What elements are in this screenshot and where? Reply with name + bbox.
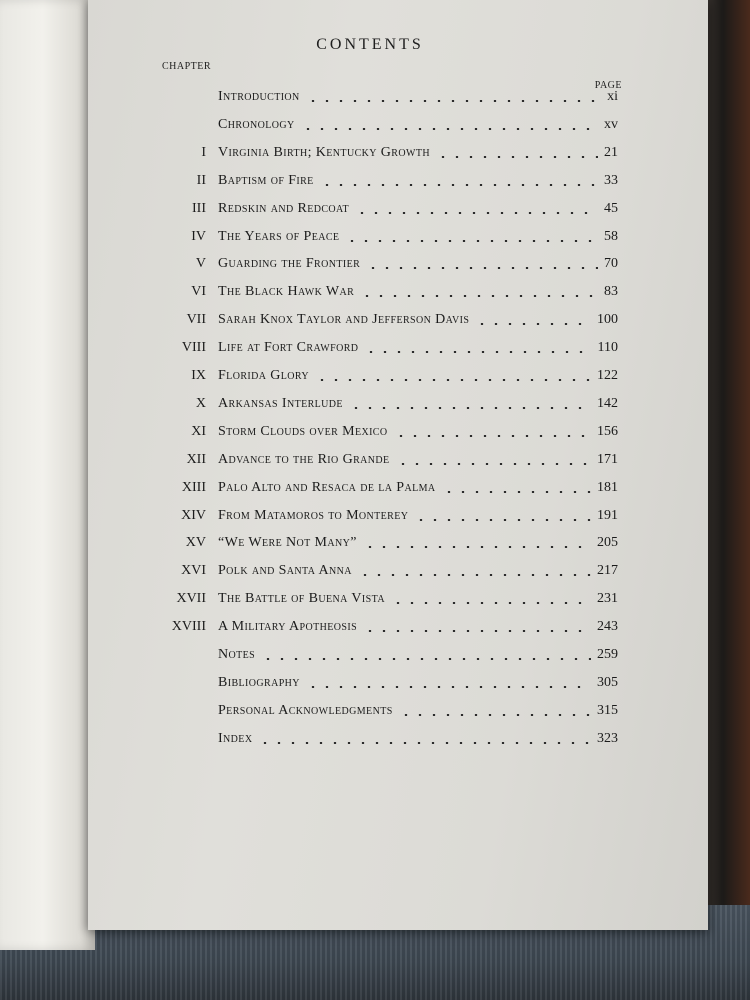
dot-leader (399, 714, 591, 716)
chapter-title: The Black Hawk War (218, 284, 355, 300)
dot-leader (306, 686, 591, 688)
dot-leader (442, 491, 592, 493)
page-number: 231 (597, 591, 618, 607)
dot-leader (345, 240, 598, 242)
page-number: 205 (597, 535, 618, 551)
page-number: 315 (597, 702, 618, 718)
page-number: 70 (604, 256, 618, 272)
toc-entry (160, 280, 618, 304)
page-number: 142 (597, 395, 618, 411)
toc-entry (160, 476, 618, 500)
dot-leader (355, 212, 598, 214)
chapter-number: VII (186, 312, 206, 328)
dot-leader (258, 742, 591, 744)
page-number: 33 (604, 172, 618, 188)
toc-entry (160, 336, 618, 360)
toc-entry (160, 504, 618, 528)
toc-entry (160, 252, 618, 276)
chapter-number: XVII (176, 591, 206, 607)
page-number: 323 (597, 730, 618, 746)
dot-leader (363, 546, 591, 548)
chapter-title: Sarah Knox Taylor and Jefferson Davis (218, 312, 470, 328)
chapter-title: Guarding the Frontier (218, 256, 361, 272)
chapter-title: Storm Clouds over Mexico (218, 423, 388, 439)
chapter-title: Advance to the Rio Grande (218, 451, 390, 467)
dot-leader (366, 267, 598, 269)
dot-leader (261, 658, 591, 660)
dot-leader (315, 379, 591, 381)
chapter-number: IV (191, 228, 206, 244)
page-number: 58 (604, 228, 618, 244)
dot-leader (396, 463, 591, 465)
page-number: 259 (597, 647, 618, 662)
toc-entry (160, 587, 618, 611)
toc-entry (160, 615, 618, 639)
chapter-title: Chronology (218, 116, 295, 132)
toc-entry (160, 113, 618, 137)
page-number: 156 (597, 423, 618, 439)
chapter-title: Florida Glory (218, 368, 310, 383)
chapter-title: Palo Alto and Resaca de la Palma (218, 479, 436, 495)
chapter-number: I (201, 144, 206, 160)
page-number: 217 (597, 563, 618, 579)
chapter-title: Virginia Birth; Kentucky Growth (218, 144, 430, 160)
chapter-number: III (192, 200, 206, 216)
dot-leader (364, 351, 591, 353)
page-number: 122 (597, 368, 618, 383)
page-number: 191 (597, 507, 618, 523)
chapter-number: VI (191, 284, 206, 300)
toc-entry (160, 85, 618, 109)
chapter-title: Arkansas Interlude (218, 395, 343, 411)
chapter-number: XIII (181, 479, 206, 495)
dot-leader (475, 323, 591, 325)
chapter-title: Bibliography (218, 674, 300, 690)
page-number: 181 (597, 479, 618, 495)
chapter-title: Introduction (218, 89, 300, 104)
page-number: xi (607, 89, 618, 104)
chapter-number: XIV (181, 507, 206, 523)
toc-entry (160, 392, 618, 416)
chapter-title: A Military Apotheosis (218, 619, 358, 635)
chapter-title: Redskin and Redcoat (218, 200, 350, 216)
dot-leader (391, 602, 591, 604)
toc-entry (160, 531, 618, 555)
chapter-number: X (195, 395, 206, 411)
toc-entry (160, 225, 618, 249)
toc-entry (160, 420, 618, 444)
chapter-title: Personal Acknowledgments (218, 702, 393, 718)
toc-entry (160, 448, 618, 472)
chapter-number: XVIII (171, 619, 206, 635)
dot-leader (320, 184, 598, 186)
toc-entry (160, 364, 618, 388)
dot-leader (436, 156, 598, 158)
chapter-title: Index (218, 730, 253, 746)
toc-entry (160, 308, 618, 332)
page-number: 83 (604, 284, 618, 300)
dot-leader (394, 435, 592, 437)
chapter-number: VIII (181, 340, 206, 356)
toc-entry (160, 559, 618, 583)
chapter-title: The Years of Peace (218, 228, 340, 244)
page-number: 100 (597, 312, 618, 328)
chapter-title: Polk and Santa Anna (218, 563, 352, 579)
background-right (705, 0, 750, 1000)
toc-entry (160, 169, 618, 193)
chapter-column-label: CHAPTER (162, 61, 212, 72)
toc-entry (160, 727, 618, 751)
page-column-label: PAGE (594, 80, 622, 91)
page-title: CONTENTS (316, 36, 424, 53)
page-number: 45 (604, 200, 618, 216)
chapter-number: II (196, 172, 206, 188)
chapter-title: The Battle of Buena Vista (218, 591, 385, 607)
dot-leader (301, 128, 598, 130)
dot-leader (349, 407, 591, 409)
toc-entry (160, 643, 618, 667)
chapter-number: XI (191, 423, 206, 439)
chapter-number: XII (186, 451, 206, 467)
page-number: xv (604, 116, 618, 132)
page-number: 243 (597, 619, 618, 635)
chapter-number: XVI (181, 563, 206, 579)
dot-leader (358, 574, 591, 576)
page-number: 110 (597, 340, 618, 356)
dot-leader (363, 630, 591, 632)
toc-entry (160, 699, 618, 723)
dot-leader (414, 519, 591, 521)
chapter-number: XV (185, 535, 206, 551)
chapter-title: From Matamoros to Monterey (218, 507, 409, 523)
toc-entry (160, 671, 618, 695)
facing-page (0, 0, 95, 950)
toc-entry (160, 197, 618, 221)
chapter-title: Notes (218, 647, 256, 662)
chapter-title: “We Were Not Many” (218, 535, 357, 551)
page-number: 171 (597, 451, 618, 467)
page-number: 305 (597, 674, 618, 690)
dot-leader (306, 100, 601, 102)
chapter-number: V (195, 256, 206, 272)
dot-leader (360, 295, 598, 297)
chapter-title: Life at Fort Crawford (218, 340, 359, 356)
toc-entry (160, 141, 618, 165)
chapter-title: Baptism of Fire (218, 172, 314, 188)
chapter-number: IX (191, 368, 206, 383)
page-number: 21 (604, 144, 618, 160)
